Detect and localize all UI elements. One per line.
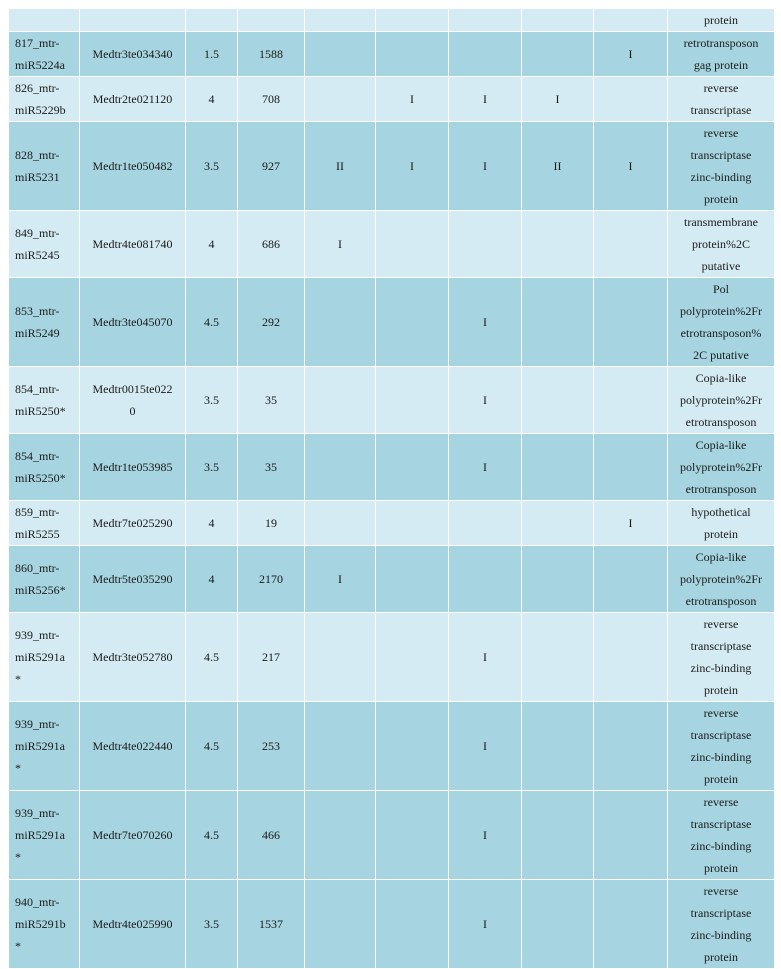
cell-c5-cell — [376, 702, 449, 791]
target-gene-cell: Medtr1te050482 — [80, 122, 186, 211]
table-row — [9, 278, 775, 367]
cell-c5-cell: I — [376, 77, 449, 122]
table-row — [9, 367, 775, 434]
position-cell: 1588 — [238, 32, 305, 77]
cell-c4-cell: I — [305, 546, 376, 613]
target-table — [8, 8, 775, 969]
cell-c4-cell — [305, 702, 376, 791]
score-cell: 1.5 — [186, 32, 238, 77]
cell-c8-cell — [594, 546, 668, 613]
cell-c5-cell — [376, 367, 449, 434]
table-row — [9, 9, 775, 32]
position-cell — [238, 9, 305, 32]
cell-c4-cell — [305, 367, 376, 434]
cell-c4-cell — [305, 613, 376, 702]
annotation-cell: reverse transcriptase zinc-binding protein — [668, 791, 775, 880]
cell-c5-cell — [376, 278, 449, 367]
mirna-cell: 828_mtr- miR5231 — [9, 122, 80, 211]
score-cell: 4.5 — [186, 791, 238, 880]
score-cell: 3.5 — [186, 880, 238, 969]
cell-c7-cell: II — [522, 122, 594, 211]
cell-c6-cell: I — [449, 613, 522, 702]
cell-c8-cell: I — [594, 32, 668, 77]
target-gene-cell: Medtr3te045070 — [80, 278, 186, 367]
annotation-cell: reverse transcriptase zinc-binding protein — [668, 880, 775, 969]
cell-c8-cell — [594, 702, 668, 791]
cell-c8-cell — [594, 791, 668, 880]
position-cell: 708 — [238, 77, 305, 122]
target-gene-cell: Medtr4te022440 — [80, 702, 186, 791]
score-cell: 3.5 — [186, 367, 238, 434]
target-gene-cell: Medtr3te052780 — [80, 613, 186, 702]
table-row — [9, 32, 775, 77]
position-cell: 927 — [238, 122, 305, 211]
position-cell: 466 — [238, 791, 305, 880]
score-cell: 4 — [186, 546, 238, 613]
cell-c8-cell — [594, 880, 668, 969]
cell-c8-cell — [594, 367, 668, 434]
table-row — [9, 546, 775, 613]
cell-c6-cell — [449, 9, 522, 32]
position-cell: 2170 — [238, 546, 305, 613]
mirna-cell: 854_mtr- miR5250* — [9, 434, 80, 501]
cell-c8-cell: I — [594, 122, 668, 211]
target-gene-cell: Medtr5te035290 — [80, 546, 186, 613]
cell-c5-cell — [376, 613, 449, 702]
cell-c6-cell: I — [449, 77, 522, 122]
mirna-cell: 853_mtr- miR5249 — [9, 278, 80, 367]
position-cell: 686 — [238, 211, 305, 278]
table-body — [9, 9, 775, 969]
mirna-cell: 859_mtr- miR5255 — [9, 501, 80, 546]
score-cell — [186, 9, 238, 32]
position-cell: 19 — [238, 501, 305, 546]
cell-c4-cell: II — [305, 122, 376, 211]
mirna-cell: 826_mtr- miR5229b — [9, 77, 80, 122]
score-cell: 4.5 — [186, 613, 238, 702]
target-gene-cell — [80, 9, 186, 32]
cell-c6-cell: I — [449, 278, 522, 367]
cell-c4-cell — [305, 501, 376, 546]
cell-c7-cell — [522, 880, 594, 969]
cell-c5-cell: I — [376, 122, 449, 211]
cell-c6-cell: I — [449, 122, 522, 211]
table-row — [9, 613, 775, 702]
table-row — [9, 880, 775, 969]
target-gene-cell: Medtr4te025990 — [80, 880, 186, 969]
cell-c8-cell — [594, 278, 668, 367]
cell-c8-cell — [594, 211, 668, 278]
target-gene-cell: Medtr1te053985 — [80, 434, 186, 501]
cell-c4-cell — [305, 9, 376, 32]
annotation-cell: Copia-like polyprotein%2Fr etrotransposon — [668, 434, 775, 501]
target-gene-cell: Medtr3te034340 — [80, 32, 186, 77]
annotation-cell: hypothetical protein — [668, 501, 775, 546]
cell-c5-cell — [376, 546, 449, 613]
cell-c7-cell — [522, 613, 594, 702]
cell-c6-cell: I — [449, 880, 522, 969]
annotation-cell: Copia-like polyprotein%2Fr etrotransposon — [668, 367, 775, 434]
cell-c5-cell — [376, 791, 449, 880]
cell-c6-cell — [449, 546, 522, 613]
score-cell: 4 — [186, 501, 238, 546]
mirna-cell: 854_mtr- miR5250* — [9, 367, 80, 434]
cell-c8-cell — [594, 613, 668, 702]
cell-c6-cell — [449, 32, 522, 77]
cell-c6-cell: I — [449, 702, 522, 791]
annotation-cell: transmembrane protein%2C putative — [668, 211, 775, 278]
cell-c8-cell — [594, 77, 668, 122]
position-cell: 35 — [238, 434, 305, 501]
target-gene-cell: Medtr0015te022 0 — [80, 367, 186, 434]
position-cell: 35 — [238, 367, 305, 434]
cell-c5-cell — [376, 32, 449, 77]
cell-c5-cell — [376, 9, 449, 32]
cell-c7-cell: I — [522, 77, 594, 122]
position-cell: 1537 — [238, 880, 305, 969]
score-cell: 4 — [186, 77, 238, 122]
cell-c4-cell — [305, 77, 376, 122]
cell-c4-cell: I — [305, 211, 376, 278]
mirna-cell: 940_mtr- miR5291b * — [9, 880, 80, 969]
cell-c4-cell — [305, 880, 376, 969]
annotation-cell: reverse transcriptase zinc-binding protein — [668, 613, 775, 702]
cell-c5-cell — [376, 434, 449, 501]
table-row — [9, 211, 775, 278]
mirna-cell: 849_mtr- miR5245 — [9, 211, 80, 278]
cell-c4-cell — [305, 434, 376, 501]
target-gene-cell: Medtr7te070260 — [80, 791, 186, 880]
annotation-cell: Copia-like polyprotein%2Fr etrotransposon — [668, 546, 775, 613]
cell-c5-cell — [376, 880, 449, 969]
score-cell: 4.5 — [186, 702, 238, 791]
cell-c4-cell — [305, 791, 376, 880]
cell-c5-cell — [376, 501, 449, 546]
annotation-cell: reverse transcriptase zinc-binding protein — [668, 702, 775, 791]
annotation-cell: protein — [668, 9, 775, 32]
cell-c7-cell — [522, 501, 594, 546]
cell-c7-cell — [522, 791, 594, 880]
mirna-cell: 939_mtr- miR5291a * — [9, 702, 80, 791]
cell-c6-cell — [449, 211, 522, 278]
mirna-cell: 939_mtr- miR5291a * — [9, 791, 80, 880]
cell-c5-cell — [376, 211, 449, 278]
cell-c7-cell — [522, 367, 594, 434]
cell-c7-cell — [522, 278, 594, 367]
annotation-cell: retrotransposon gag protein — [668, 32, 775, 77]
annotation-cell: Pol polyprotein%2Fr etrotransposon% 2C putative — [668, 278, 775, 367]
cell-c8-cell — [594, 434, 668, 501]
cell-c6-cell — [449, 501, 522, 546]
table-row — [9, 501, 775, 546]
cell-c6-cell: I — [449, 434, 522, 501]
score-cell: 4 — [186, 211, 238, 278]
cell-c6-cell: I — [449, 367, 522, 434]
cell-c7-cell — [522, 434, 594, 501]
score-cell: 4.5 — [186, 278, 238, 367]
position-cell: 217 — [238, 613, 305, 702]
cell-c7-cell — [522, 546, 594, 613]
mirna-cell: 817_mtr- miR5224a — [9, 32, 80, 77]
position-cell: 253 — [238, 702, 305, 791]
cell-c7-cell — [522, 32, 594, 77]
cell-c7-cell — [522, 702, 594, 791]
cell-c8-cell: I — [594, 501, 668, 546]
cell-c4-cell — [305, 32, 376, 77]
annotation-cell: reverse transcriptase zinc-binding protein — [668, 122, 775, 211]
table-row — [9, 791, 775, 880]
target-gene-cell: Medtr2te021120 — [80, 77, 186, 122]
cell-c7-cell — [522, 9, 594, 32]
table-row — [9, 122, 775, 211]
mirna-cell — [9, 9, 80, 32]
target-gene-cell: Medtr4te081740 — [80, 211, 186, 278]
mirna-cell: 860_mtr- miR5256* — [9, 546, 80, 613]
table-row — [9, 77, 775, 122]
cell-c4-cell — [305, 278, 376, 367]
cell-c6-cell: I — [449, 791, 522, 880]
cell-c8-cell — [594, 9, 668, 32]
score-cell: 3.5 — [186, 122, 238, 211]
annotation-cell: reverse transcriptase — [668, 77, 775, 122]
mirna-cell: 939_mtr- miR5291a * — [9, 613, 80, 702]
position-cell: 292 — [238, 278, 305, 367]
table-row — [9, 702, 775, 791]
cell-c7-cell — [522, 211, 594, 278]
score-cell: 3.5 — [186, 434, 238, 501]
table-row — [9, 434, 775, 501]
target-gene-cell: Medtr7te025290 — [80, 501, 186, 546]
